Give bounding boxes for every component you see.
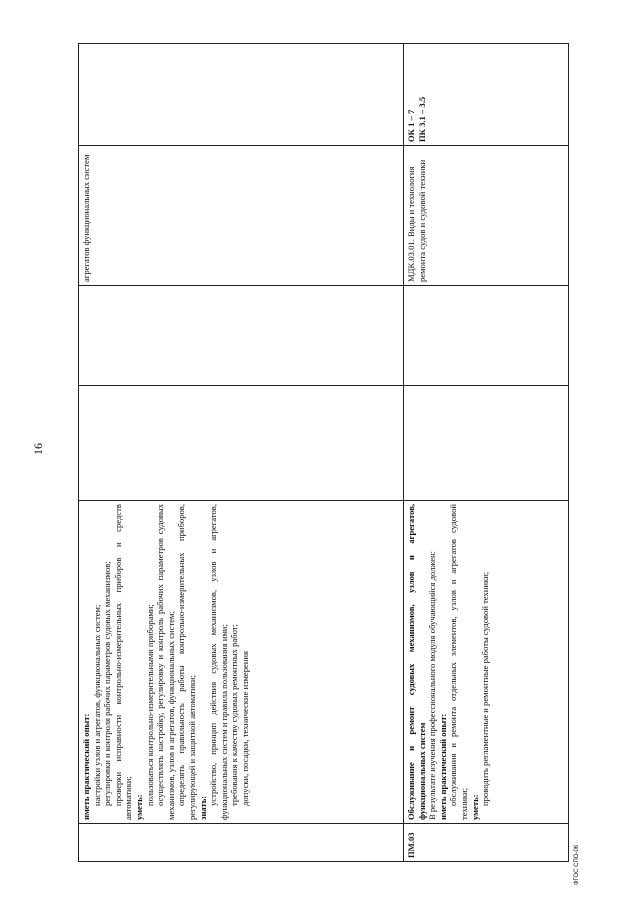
- content-line: проверки исправности контрольно-измерительных приборов и средств автоматики;: [112, 504, 134, 820]
- course-name-cell: МДК.03.01. Виды и технология ремонта судов и судовой техники: [404, 146, 569, 286]
- module-content-cell: [404, 501, 569, 824]
- content-line: требования к качеству судовых ремонтных работ;: [229, 624, 240, 806]
- table-row: [404, 44, 569, 862]
- section-heading: иметь практический опыт:: [81, 713, 91, 820]
- section-heading: знать:: [197, 795, 208, 820]
- module-code-cell: ПМ.03: [404, 824, 569, 862]
- module-content-cell: [79, 501, 404, 824]
- content-line: осуществлять настройку, регулировку и контроль рабочих параметров судовых механизмов, узлов и агрегатов, функциональных систем;: [155, 504, 176, 820]
- module-code-cell: [79, 824, 404, 862]
- content-line: проводить регламентные и ремонтные работы судовой техники;: [480, 571, 491, 806]
- content-line: пользоваться контрольно-измерительными приборами;: [144, 604, 155, 806]
- section-heading: уметь:: [133, 794, 144, 820]
- footer-code: ФГОС СПО-06: [574, 844, 580, 885]
- content-line: настройки узлов и агрегатов, функциональных систем;: [91, 604, 102, 806]
- rotated-table-container: [78, 44, 568, 862]
- curriculum-table: [78, 43, 569, 862]
- hours-cell: [79, 386, 404, 501]
- section-heading: уметь:: [469, 794, 480, 820]
- content-line: определять правильность работы контрольно-измерительных приборов, регулирующей и защитной автоматики;: [176, 504, 197, 820]
- course-name-cell: агрегатов функциональных систем: [79, 146, 404, 286]
- table-row: [79, 44, 404, 862]
- content-line: устройство, принцип действия судовых механизмов, узлов и агрегатов, функциональных систем и правила пользования ими;: [208, 504, 229, 820]
- content-line: регулировки и контроля рабочих параметров судовых механизмов;: [102, 561, 113, 806]
- hours-cell: [79, 286, 404, 386]
- content-line: допуски, посадки, технические измерения: [239, 651, 250, 806]
- hours-cell: [404, 386, 569, 501]
- hours-cell: [404, 286, 569, 386]
- page-number: 16: [31, 443, 45, 455]
- section-heading: иметь практический опыт:: [437, 713, 448, 820]
- competence-codes-cell: ОК 1 – 7 ПК 3.1 – 3.5: [404, 44, 569, 146]
- competence-codes-cell: [79, 44, 404, 146]
- section-heading: Обслуживание и ремонт судовых механизмов, узлов и агрегатов, функциональных систем: [406, 504, 427, 820]
- content-line: обслуживания и ремонта отдельных элементов, узлов и агрегатов судовой техники;: [448, 504, 469, 820]
- content-line: В результате изучения профессионального модуля обучающийся должен:: [427, 550, 438, 820]
